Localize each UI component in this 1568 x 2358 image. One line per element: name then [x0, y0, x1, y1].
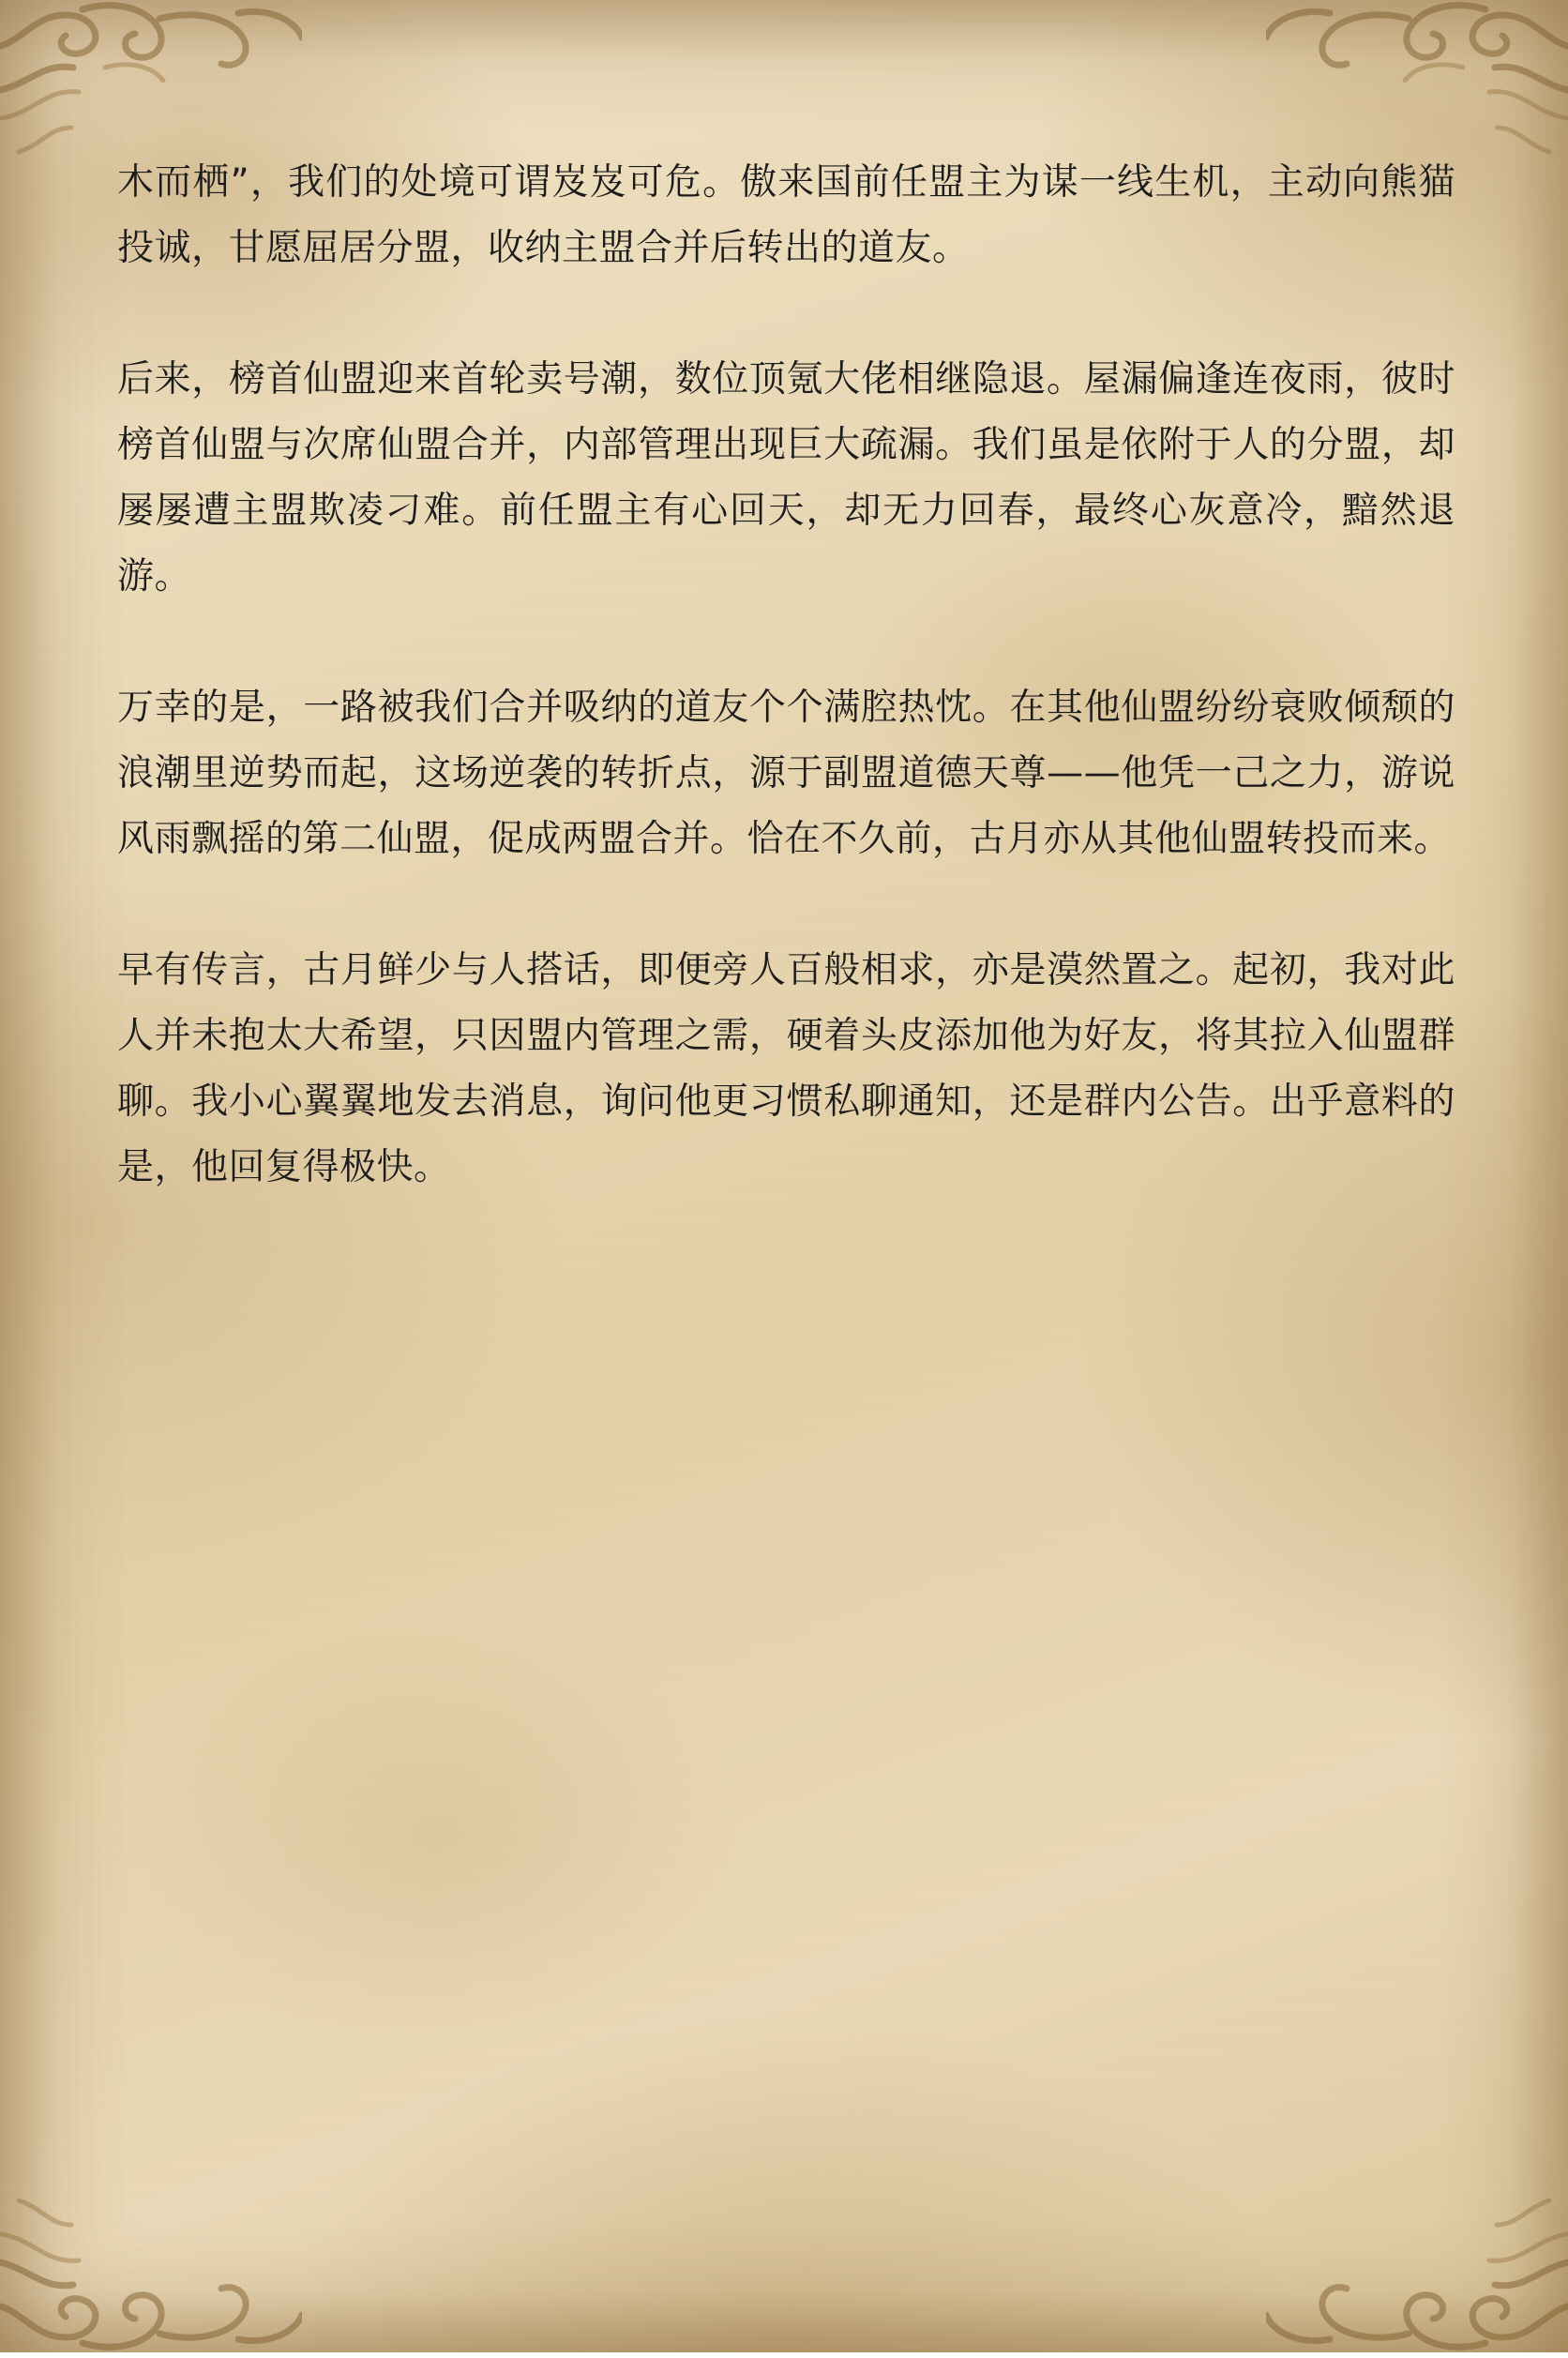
- left-edge-shading: [0, 0, 56, 2352]
- paragraph: 木而栖”，我们的处境可谓岌岌可危。傲来国前任盟主为谋一线生机，主动向熊猫投诚，甘愿屈居分盟，收纳主盟合并后转出的道友。: [117, 161, 1455, 269]
- top-edge-shading: [0, 0, 1568, 60]
- cloud-scroll-ornament-icon: [1266, 2180, 1568, 2358]
- story-text-body: [117, 150, 1455, 1201]
- cloud-scroll-ornament-icon: [0, 0, 302, 173]
- cloud-scroll-ornament-icon: [0, 2180, 302, 2358]
- bottom-edge-shading: [0, 2292, 1568, 2352]
- paragraph: 后来，榜首仙盟迎来首轮卖号潮，数位顶氪大佬相继隐退。屋漏偏逢连夜雨，彼时榜首仙盟与次席仙盟合并，内部管理出现巨大疏漏。我们虽是依附于人的分盟，却屡屡遭主盟欺凌刁难。前任盟主有心回天，却无力回春，最终心灰意冷，黯然退游。: [117, 358, 1455, 597]
- paragraph: 万幸的是，一路被我们合并吸纳的道友个个满腔热忱。在其他仙盟纷纷衰败倾颓的浪潮里逆势而起，这场逆袭的转折点，源于副盟道德天尊——他凭一己之力，游说风雨飘摇的第二仙盟，促成两盟合并。恰在不久前，古月亦从其他仙盟转投而来。: [117, 687, 1455, 860]
- right-edge-shading: [1512, 0, 1568, 2352]
- cloud-scroll-ornament-icon: [1266, 0, 1568, 173]
- paragraph: 早有传言，古月鲜少与人搭话，即便旁人百般相求，亦是漠然置之。起初，我对此人并未抱太大希望，只因盟内管理之需，硬着头皮添加他为好友，将其拉入仙盟群聊。我小心翼翼地发去消息，询问他更习惯私聊通知，还是群内公告。出乎意料的是，他回复得极快。: [117, 949, 1455, 1188]
